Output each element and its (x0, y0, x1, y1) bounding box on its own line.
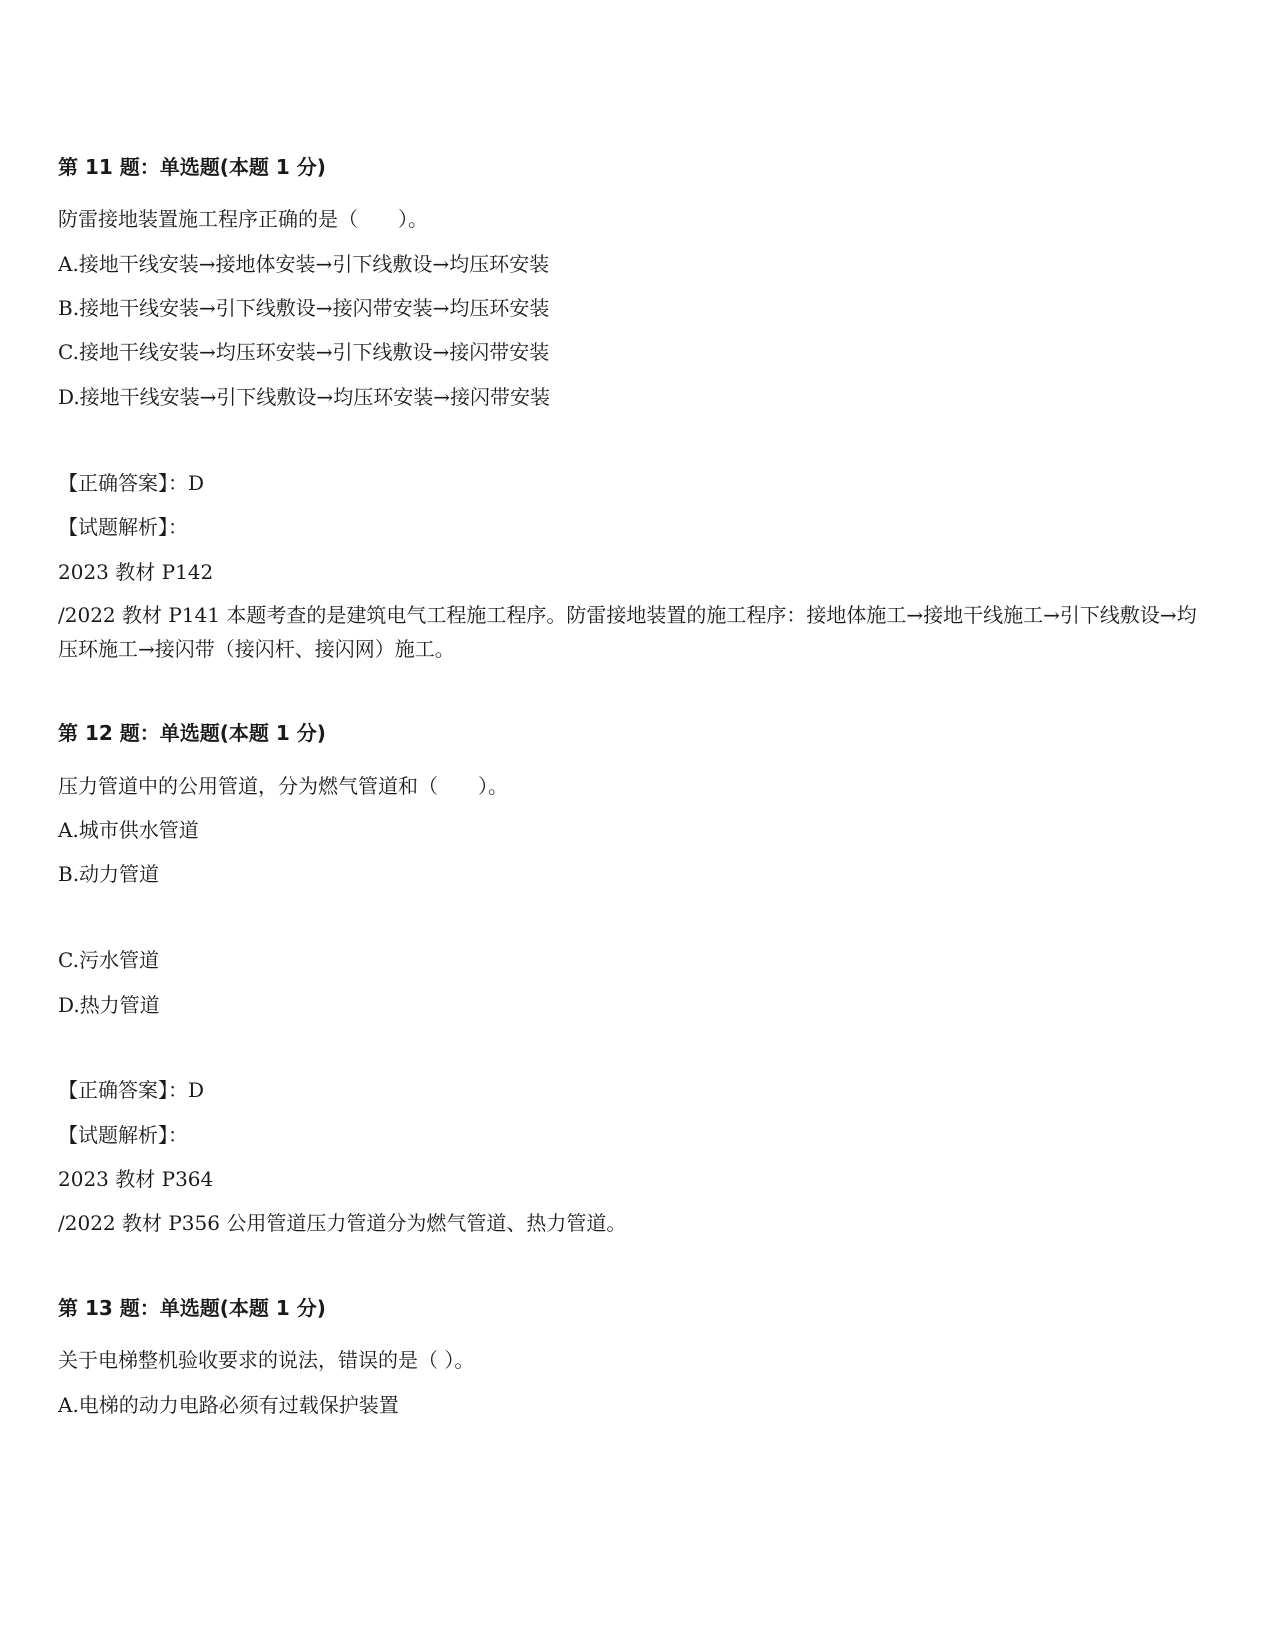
question-11-option-b: B.接地干线安装→引下线敷设→接闪带安装→均压环安装 (58, 296, 550, 320)
question-12-answer: 【正确答案】：D (58, 1078, 205, 1102)
question-13-stem: 关于电梯整机验收要求的说法，错误的是（ ）。 (58, 1348, 475, 1372)
question-11-analysis-text: /2022 教材 P141 本题考查的是建筑电气工程施工程序。防雷接地装置的施工程序：接地体施工→接地干线施工→引下线敷设→均压环施工→接闪带（接闪杆、接闪网）施工。 (58, 603, 1197, 661)
question-11-analysis-source: 2023 教材 P142 (58, 560, 214, 584)
question-11-answer: 【正确答案】：D (58, 471, 205, 495)
question-12-analysis-source: 2023 教材 P364 (58, 1167, 214, 1191)
question-11-heading: 第 11 题：单选题(本题 1 分) (58, 155, 326, 179)
question-12-analysis-label: 【试题解析】： (58, 1123, 188, 1147)
question-13-option-a: A.电梯的动力电路必须有过载保护装置 (58, 1393, 399, 1417)
question-12-stem: 压力管道中的公用管道，分为燃气管道和（ ）。 (58, 774, 508, 798)
question-12-option-a: A.城市供水管道 (58, 818, 199, 842)
question-11-stem: 防雷接地装置施工程序正确的是（ ）。 (58, 207, 428, 231)
question-11-analysis-label: 【试题解析】： (58, 515, 188, 539)
question-11-option-a: A.接地干线安装→接地体安装→引下线敷设→均压环安装 (58, 252, 550, 276)
question-12-option-c: C.污水管道 (58, 948, 159, 972)
question-12-option-b: B.动力管道 (58, 862, 160, 886)
question-12-analysis-text: /2022 教材 P356 公用管道压力管道分为燃气管道、热力管道。 (58, 1211, 627, 1235)
question-11-option-c: C.接地干线安装→均压环安装→引下线敷设→接闪带安装 (58, 340, 550, 364)
question-11-option-d: D.接地干线安装→引下线敷设→均压环安装→接闪带安装 (58, 385, 550, 409)
question-12-option-d: D.热力管道 (58, 993, 160, 1017)
question-13-heading: 第 13 题：单选题(本题 1 分) (58, 1296, 326, 1320)
question-12-heading: 第 12 题：单选题(本题 1 分) (58, 721, 326, 745)
